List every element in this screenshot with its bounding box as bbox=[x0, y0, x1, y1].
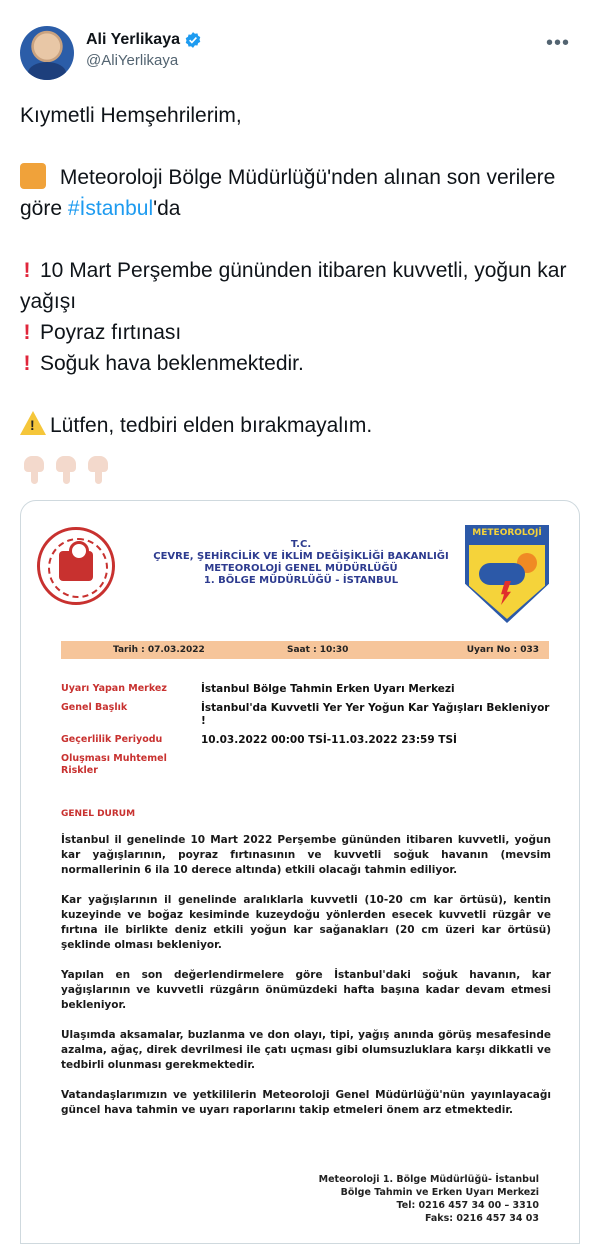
meta-value: İstanbul'da Kuvvetli Yer Yer Yoğun Kar Yağışları Bekleniyor ! bbox=[201, 702, 550, 727]
exclamation-icon: ! bbox=[23, 352, 31, 375]
meta-label: Geçerlilik Periyodu bbox=[61, 734, 163, 745]
alert-2-text: Poyraz fırtınası bbox=[40, 321, 182, 344]
exclamation-icon: ! bbox=[23, 321, 31, 344]
body-paragraph: İstanbul il genelinde 10 Mart 2022 Perşembe gününden itibaren kuvvetli, yoğun kar yağışlarının, poyraz fırtınasının ve kuvvetli soğuk havanın (mevsim normallerinin 6 ila 10 derece altında) etkili olacağı tahmin ediliyor. bbox=[61, 834, 551, 876]
document-heading bbox=[151, 539, 451, 587]
ministry-seal-icon bbox=[37, 527, 115, 605]
meta-row bbox=[61, 753, 551, 777]
tweet-source-text: Meteoroloji Bölge Müdürlüğü'nden alınan son verilere göre bbox=[20, 166, 556, 220]
document-meta bbox=[61, 683, 551, 783]
more-horizontal-icon[interactable]: ••• bbox=[545, 32, 570, 54]
meta-row bbox=[61, 683, 551, 696]
verified-badge-icon bbox=[184, 31, 202, 49]
tweet-source-suffix: 'da bbox=[153, 197, 181, 220]
body-paragraph: Yapılan en son değerlendirmelere göre İstanbul'daki soğuk havanın, kar yağışlarının ve kuvvetli rüzgârın önümüzdeki hafta başına kadar devam etmesi bekleniyor. bbox=[61, 969, 551, 1011]
meta-label: Genel Başlık bbox=[61, 702, 128, 713]
weather-warning-document bbox=[21, 501, 579, 1243]
alert-3-text: Soğuk hava beklenmektedir. bbox=[40, 352, 304, 375]
orange-square-icon bbox=[20, 163, 46, 189]
alert-1-text: 10 Mart Perşembe gününden itibaren kuvvetli, yoğun kar yağışı bbox=[20, 259, 567, 313]
meta-value: 10.03.2022 00:00 TSİ-11.03.2022 23:59 TSİ bbox=[201, 734, 457, 746]
tweet-alert-2 bbox=[20, 317, 570, 348]
heading-line: METEOROLOJİ GENEL MÜDÜRLÜĞÜ bbox=[204, 563, 398, 574]
pointing-down-icon bbox=[22, 456, 46, 484]
signature-line: Tel: 0216 457 34 00 – 3310 bbox=[396, 1200, 539, 1211]
signature-line: Faks: 0216 457 34 03 bbox=[424, 1213, 539, 1224]
hashtag-link[interactable]: #İstanbul bbox=[67, 197, 154, 220]
document-signature bbox=[319, 1173, 539, 1225]
pointing-down-icon bbox=[54, 456, 78, 484]
section-title: GENEL DURUM bbox=[61, 809, 136, 819]
doc-warning-no: Uyarı No : 033 bbox=[466, 645, 539, 655]
body-paragraph: Vatandaşlarımızın ve yetkililerin Meteoroloji Genel Müdürlüğü'nün yayınlayacağı güncel hava tahmin ve uyarı raporlarını takip etmeleri önem arz etmektedir. bbox=[61, 1089, 551, 1116]
avatar[interactable] bbox=[20, 26, 74, 80]
body-paragraph: Ulaşımda aksamalar, buzlanma ve don olayı, tipi, yağış anında görüş mesafesinde azalma, ağaç, direk devrilmesi ile çatı uçması gibi olumsuzluklara karşı dikkatli ve tedbirli olunması gerekmektedir. bbox=[61, 1029, 551, 1071]
meta-row bbox=[61, 734, 551, 747]
tweet-warning bbox=[20, 410, 570, 441]
tweet-line-source bbox=[20, 162, 570, 224]
author-block bbox=[86, 30, 202, 72]
body-paragraph: Kar yağışlarının il genelinde aralıklarla kuvvetli (10-20 cm kar örtüsü), kentin kuzeyinde ve boğaz kesiminde kuzeydoğu yönlerden esecek kuvvetli rüzgâr ve fırtına ile birlikte deniz etkili yoğun kar sağanakları (20 cm üzeri kar örtüsü) şeklinde olması bekleniyor. bbox=[61, 894, 551, 951]
pointing-down-icon bbox=[86, 456, 110, 484]
doc-date: Tarih : 07.03.2022 bbox=[113, 645, 205, 655]
tweet-alert-3 bbox=[20, 348, 570, 379]
exclamation-icon: ! bbox=[23, 259, 31, 282]
tweet-header bbox=[20, 26, 580, 82]
warning-text: Lütfen, tedbiri elden bırakmayalım. bbox=[50, 414, 373, 437]
meta-value bbox=[171, 753, 551, 777]
heading-line: T.C. bbox=[290, 539, 312, 550]
meta-label: Oluşması Muhtemel Riskler bbox=[61, 753, 167, 776]
tweet-text bbox=[20, 100, 570, 441]
author-name-row[interactable] bbox=[86, 30, 202, 50]
author-name[interactable]: Ali Yerlikaya bbox=[86, 31, 180, 48]
meteoroloji-logo bbox=[465, 525, 549, 623]
author-handle[interactable]: @AliYerlikaya bbox=[86, 52, 179, 69]
tweet-alert-1 bbox=[20, 255, 570, 317]
warning-icon: ! bbox=[20, 411, 46, 435]
meta-row bbox=[61, 702, 551, 728]
pointing-down-icons bbox=[22, 456, 110, 484]
tweet-image[interactable] bbox=[20, 500, 580, 1244]
document-info-bar bbox=[61, 641, 549, 659]
doc-time: Saat : 10:30 bbox=[287, 645, 349, 655]
tweet-greeting: Kıymetli Hemşehrilerim, bbox=[20, 104, 242, 127]
signature-line: Meteoroloji 1. Bölge Müdürlüğü- İstanbul bbox=[318, 1174, 539, 1185]
document-body bbox=[61, 833, 551, 1133]
cloud-icon bbox=[479, 563, 525, 585]
heading-line: 1. BÖLGE MÜDÜRLÜĞÜ - İSTANBUL bbox=[203, 575, 399, 586]
signature-line: Bölge Tahmin ve Erken Uyarı Merkezi bbox=[340, 1187, 539, 1198]
meta-value: İstanbul Bölge Tahmin Erken Uyarı Merkezi bbox=[201, 683, 455, 695]
meta-label: Uyarı Yapan Merkez bbox=[61, 683, 167, 694]
logo-text: METEOROLOJİ bbox=[472, 528, 542, 538]
heading-line: ÇEVRE, ŞEHİRCİLİK VE İKLİM DEĞİŞİKLİĞİ BAKANLIĞI bbox=[153, 551, 449, 562]
